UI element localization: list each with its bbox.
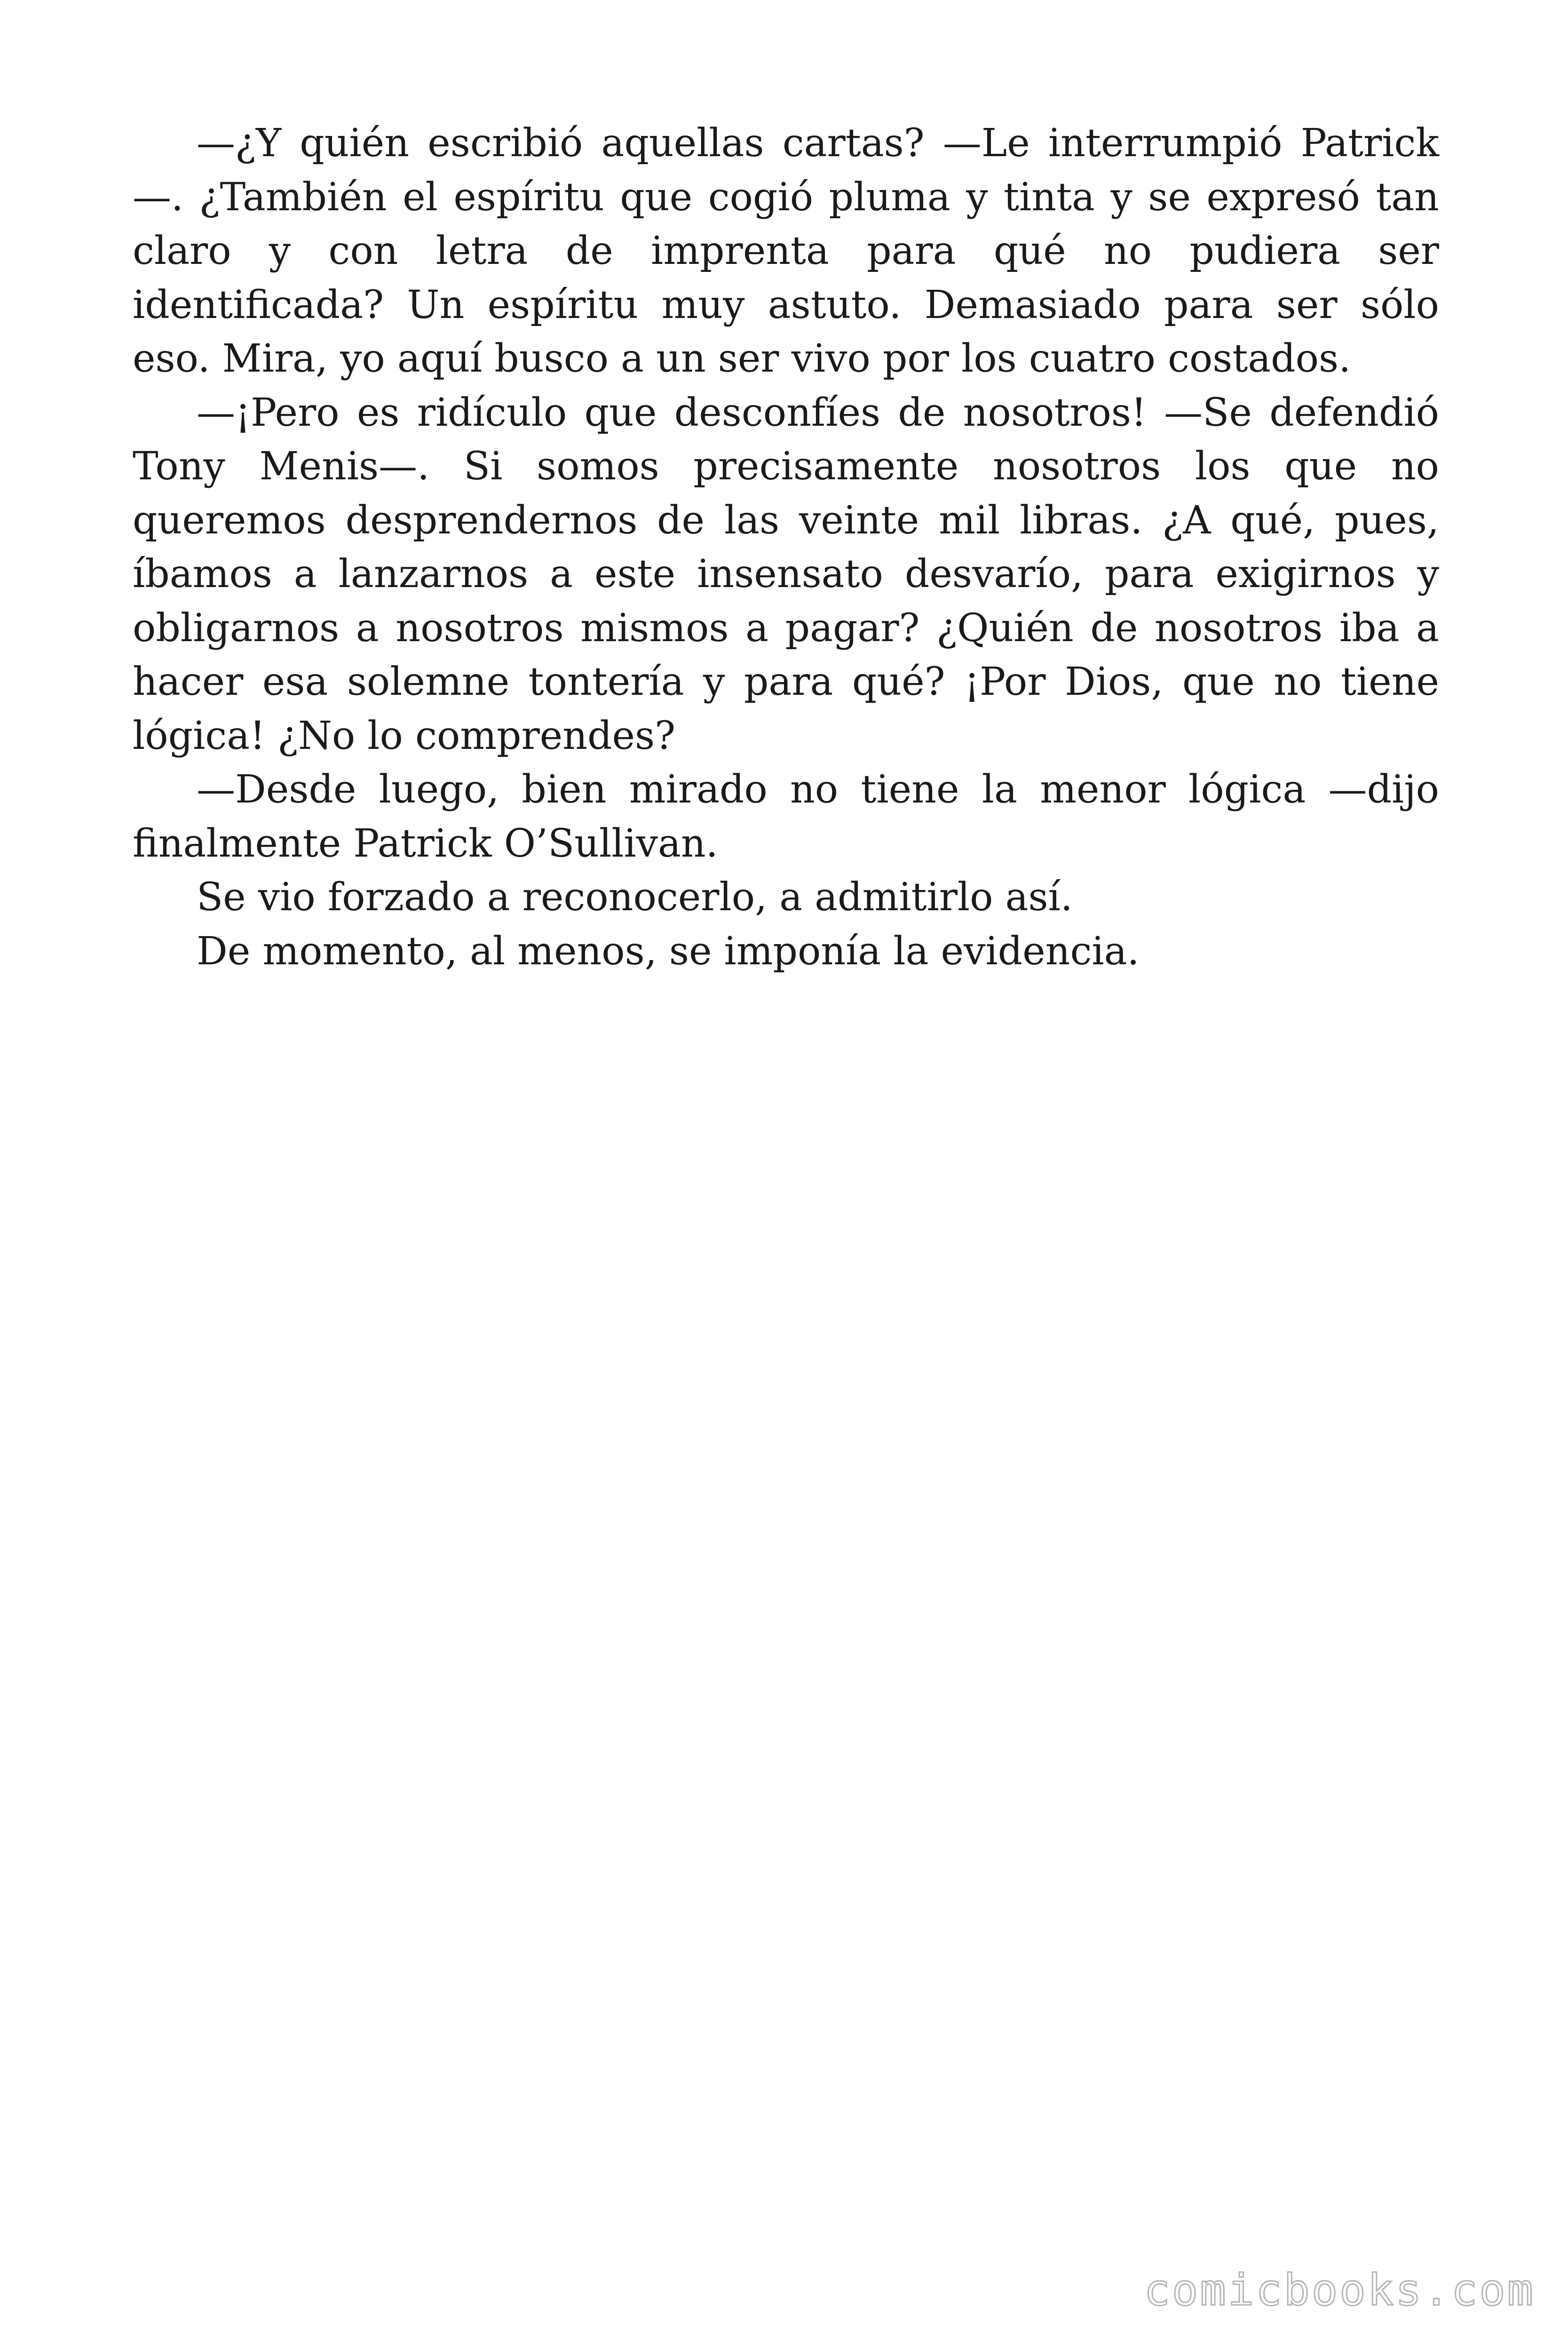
watermark: comicbooks.com: [1144, 2265, 1535, 2315]
paragraph: —¿Y quién escribió aquellas cartas? —Le interrumpió Patrick—. ¿También el espíritu que cogió pluma y tinta y se expresó tan claro y con letra de imprenta para qué no pudiera ser identificada? Un espíritu muy astuto. Demasiado para ser sólo eso. Mira, yo aquí busco a un ser vivo por los cuatro costados.: [133, 121, 1439, 381]
paragraph: —¡Pero es ridículo que desconfíes de nosotros! —Se defendió Tony Menis—. Si somos precisamente nosotros los que no queremos desprendernos de las veinte mil libras. ¿A qué, pues, íbamos a lanzarnos a este insensato desvarío, para exigirnos y obligarnos a nosotros mismos a pagar? ¿Quién de nosotros iba a hacer esa solemne tontería y para qué? ¡Por Dios, que no tiene lógica! ¿No lo comprendes?: [133, 390, 1439, 758]
body-text: [133, 117, 1439, 978]
paragraph: —Desde luego, bien mirado no tiene la menor lógica —dijo finalmente Patrick O’Sullivan.: [133, 767, 1439, 866]
paragraph: De momento, al menos, se imponía la evidencia.: [197, 929, 1140, 974]
paragraph: Se vio forzado a reconocerlo, a admitirlo así.: [197, 875, 1073, 920]
